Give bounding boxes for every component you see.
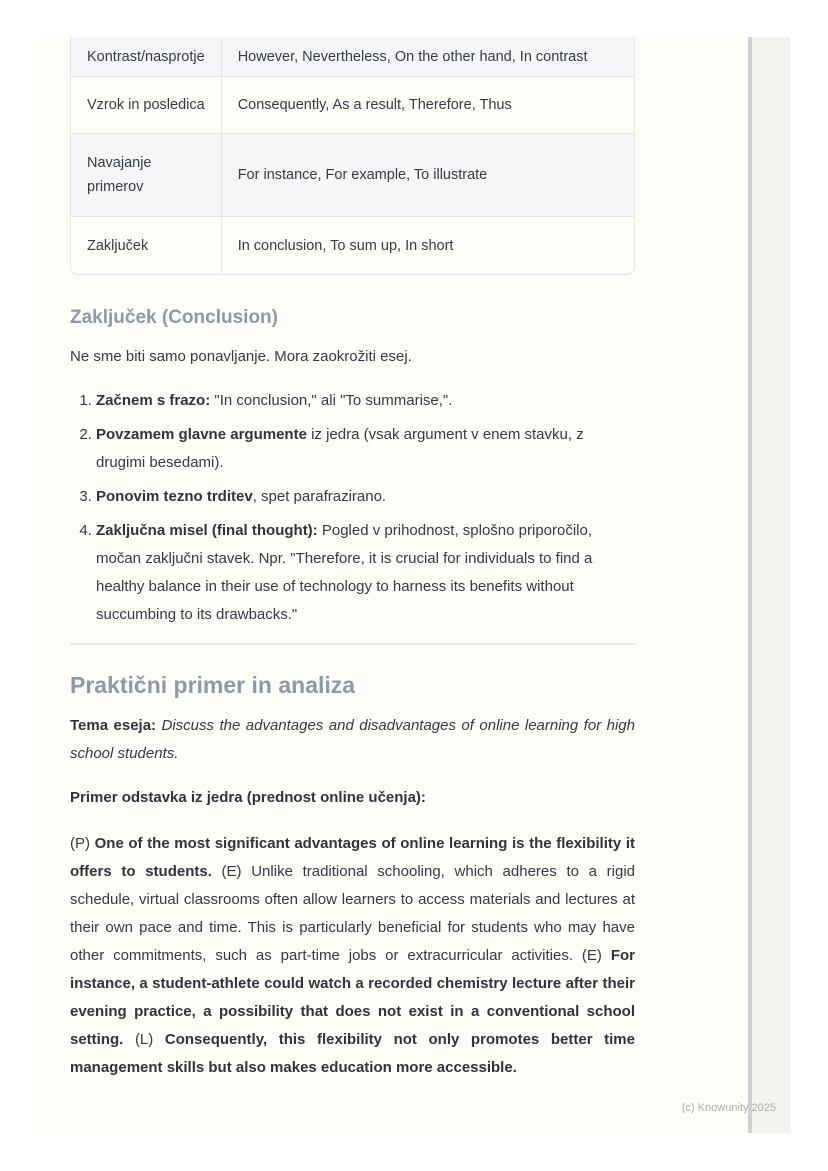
topic-text: Discuss the advantages and disadvantages of online learning for high school students. bbox=[70, 717, 635, 762]
step-bold: Povzamem glavne argumente bbox=[96, 426, 307, 443]
step-bold: Začnem s frazo: bbox=[96, 392, 211, 409]
list-item bbox=[96, 387, 635, 415]
list-item bbox=[96, 483, 635, 511]
step-text: iz jedra (vsak argument v enem stavku, z drugimi besedami). bbox=[96, 426, 584, 471]
table-cell-term: Vzrok in posledica bbox=[71, 77, 221, 134]
step-text: "In conclusion," ali "To summarise,". bbox=[210, 392, 453, 409]
conclusion-steps-list bbox=[70, 387, 635, 629]
table-row bbox=[71, 134, 634, 217]
list-item bbox=[96, 421, 635, 477]
conclusion-heading: Zaključek (Conclusion) bbox=[70, 307, 278, 328]
topic-label: Tema eseja: bbox=[70, 717, 157, 734]
table-cell-term: Navajanje primerov bbox=[71, 134, 221, 217]
practice-heading: Praktični primer in analiza bbox=[70, 672, 356, 698]
table-row bbox=[71, 37, 634, 77]
page-scrollbar-track[interactable] bbox=[748, 37, 790, 1133]
section-divider bbox=[70, 643, 635, 645]
example-label: Primer odstavka iz jedra (prednost online učenja): bbox=[70, 789, 426, 806]
step-text: Pogled v prihodnost, splošno priporočilo, močan zaključni stavek. Npr. "Therefore, it is crucial for individuals to find a healthy balance in their use of technology to harness its benefits without succumbing to its drawbacks." bbox=[96, 522, 593, 623]
table-row bbox=[71, 217, 634, 275]
step-text: , spet parafrazirano. bbox=[252, 488, 387, 505]
table-cell-term: Zaključek bbox=[71, 217, 221, 275]
example-paragraph: (P) One of the most significant advantages of online learning is the flexibility it offers to students. (E) Unlike traditional schooling, which adheres to a rigid schedule, virtual classrooms often allow learners to access materials and lectures at their own pace and time. This is particularly beneficial for students who may have other commitments, such as part-time jobs or extracurricular activities. (E) For instance, a student-athlete could watch a recorded chemistry lecture after their evening practice, a possibility that does not exist in a conventional school setting. (L) Consequently, this flexibility not only promotes better time management skills but also makes education more accessible. bbox=[70, 835, 635, 1076]
step-bold: Zaključna misel (final thought): bbox=[96, 522, 318, 539]
table-cell-phrases: Consequently, As a result, Therefore, Thus bbox=[221, 77, 634, 134]
essay-topic bbox=[70, 712, 635, 768]
table-cell-phrases: However, Nevertheless, On the other hand, In contrast bbox=[237, 48, 588, 65]
table-cell-term: Kontrast/nasprotje bbox=[71, 37, 221, 77]
linking-words-table bbox=[70, 37, 635, 275]
page-content bbox=[70, 37, 635, 1082]
copyright-watermark: (c) Knowunity 2025 bbox=[681, 1102, 776, 1114]
table-cell-phrases: For instance, For example, To illustrate bbox=[221, 134, 634, 217]
table-row bbox=[71, 77, 634, 134]
list-item bbox=[96, 517, 635, 629]
conclusion-intro: Ne sme biti samo ponavljanje. Mora zaokrožiti esej. bbox=[70, 348, 412, 365]
table-cell-phrases: In conclusion, To sum up, In short bbox=[221, 217, 634, 275]
document-page bbox=[37, 37, 790, 1137]
step-bold: Ponovim tezno trditev bbox=[96, 488, 253, 505]
